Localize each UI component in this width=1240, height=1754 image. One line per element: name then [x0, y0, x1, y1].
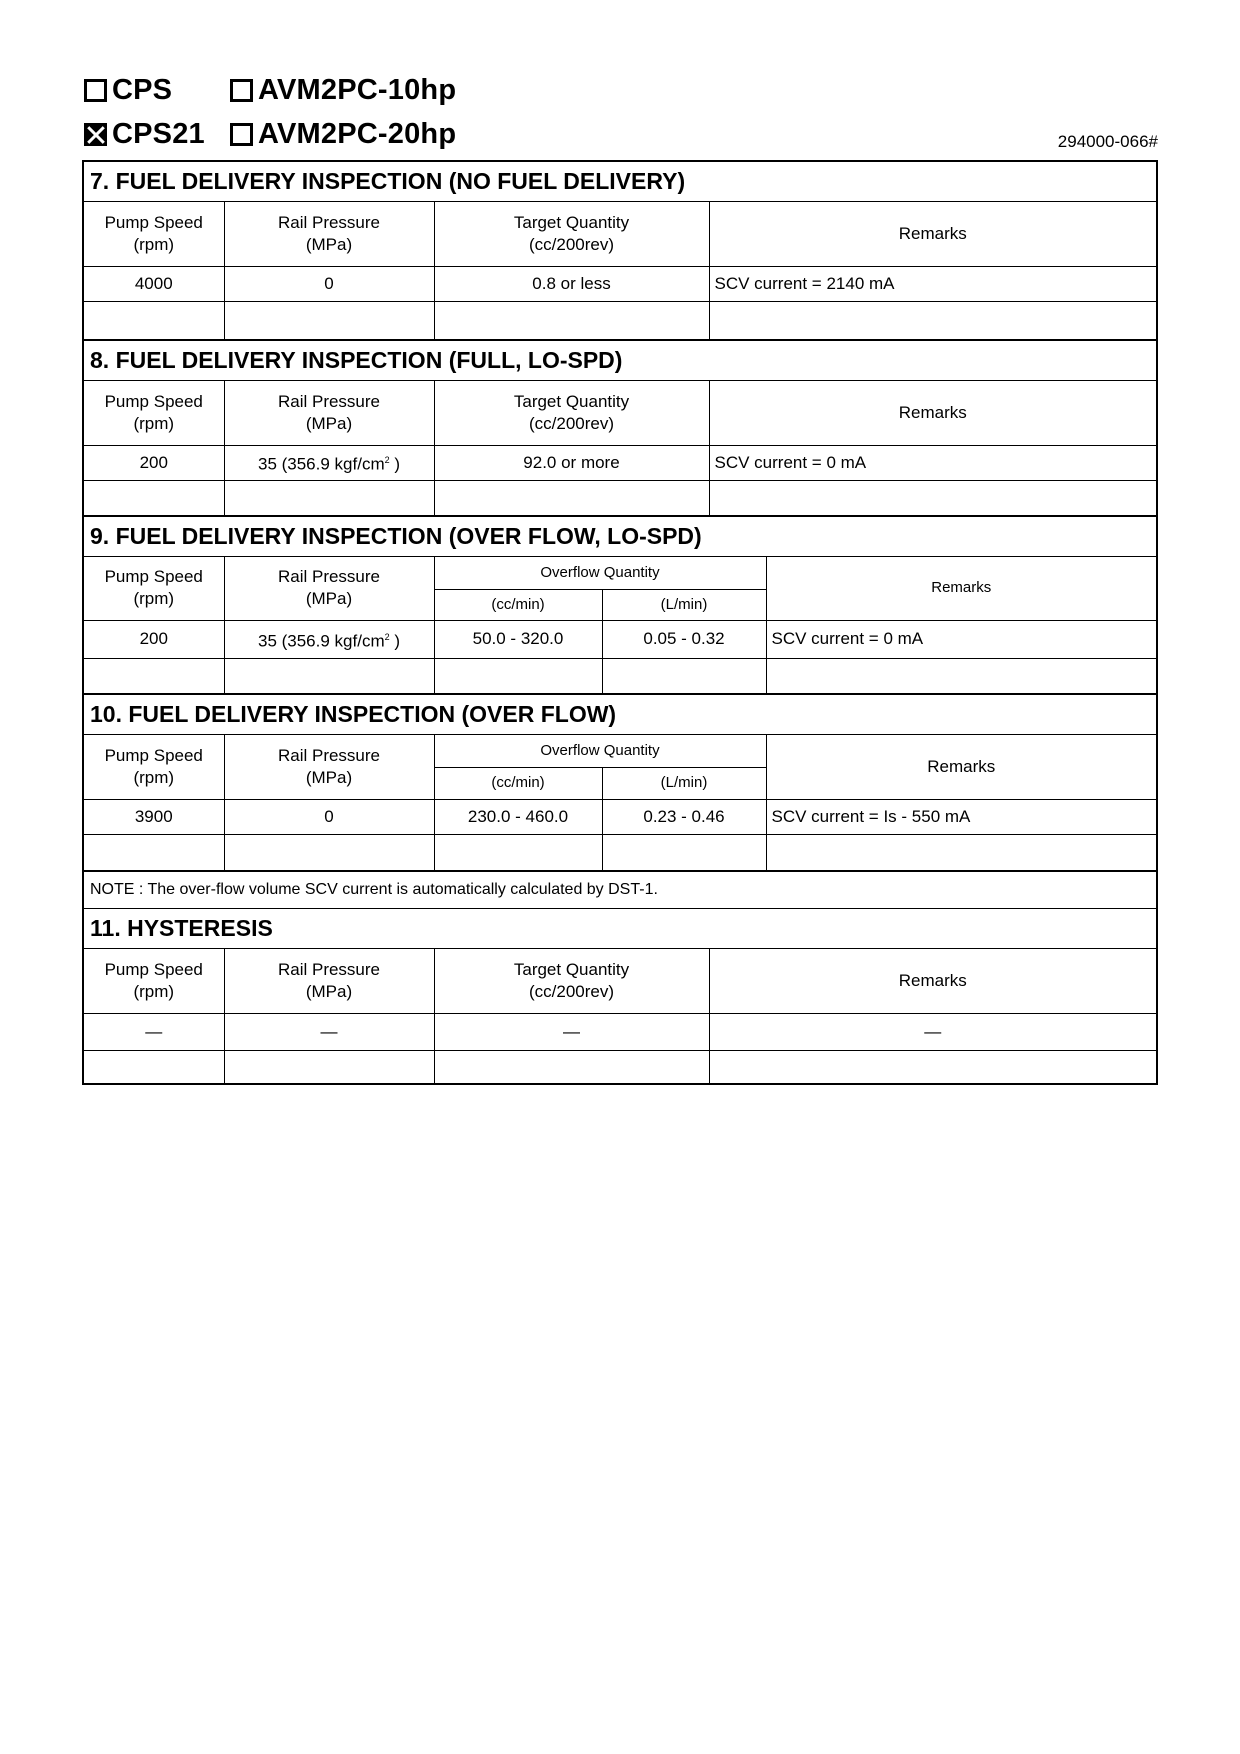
checkbox-icon[interactable] [230, 79, 253, 102]
document-number: 294000-066# [1057, 132, 1158, 151]
section-title: 8. FUEL DELIVERY INSPECTION (FULL, LO-SPD) [84, 341, 1156, 381]
table-header-row [84, 949, 1156, 1013]
header-pump-speed: Pump Speed (rpm) [84, 735, 224, 799]
inspection-table [84, 557, 1156, 693]
empty-cell[interactable] [766, 834, 1156, 870]
empty-cell[interactable] [434, 834, 602, 870]
table-row-empty [84, 480, 1156, 515]
header-rail-pressure: Rail Pressure (MPa) [224, 202, 434, 266]
header-l-min: (L/min) [602, 767, 766, 799]
empty-cell[interactable] [224, 301, 434, 339]
option-cps[interactable] [84, 74, 172, 107]
inspection-form [82, 160, 1158, 1085]
header-rail-pressure: Rail Pressure (MPa) [224, 735, 434, 799]
table-row [84, 266, 1156, 301]
cell-target-quantity: — [434, 1013, 709, 1050]
header-rail-pressure: Rail Pressure (MPa) [224, 557, 434, 620]
section-title: 7. FUEL DELIVERY INSPECTION (NO FUEL DELIVERY) [84, 162, 1156, 202]
inspection-table [84, 735, 1156, 870]
header-pump-speed: Pump Speed (rpm) [84, 381, 224, 445]
section-title: 11. HYSTERESIS [84, 909, 1156, 949]
section-over-flow-lo-spd [84, 517, 1156, 695]
table-row [84, 620, 1156, 658]
empty-cell[interactable] [84, 834, 224, 870]
empty-cell[interactable] [434, 301, 709, 339]
cell-rail-pressure: 35 (356.9 kgf/$cm^2$ ) [224, 445, 434, 480]
model-selection-header [84, 74, 1158, 158]
table-row-empty [84, 658, 1156, 693]
empty-cell[interactable] [224, 834, 434, 870]
cell-rail-pressure: — [224, 1013, 434, 1050]
table-row [84, 445, 1156, 480]
cell-rail-pressure: 0 [224, 799, 434, 834]
option-label: AVM2PC-10hp [258, 74, 457, 106]
header-pump-speed: Pump Speed (rpm) [84, 557, 224, 620]
empty-cell[interactable] [84, 1050, 224, 1083]
cell-remarks: SCV current = 0 mA [709, 445, 1156, 480]
table-header-row [84, 557, 1156, 589]
table-row-empty [84, 1050, 1156, 1083]
empty-cell[interactable] [709, 480, 1156, 515]
option-avm2pc-20hp[interactable] [230, 118, 456, 151]
empty-cell[interactable] [709, 301, 1156, 339]
option-label: AVM2PC-20hp [258, 118, 457, 150]
header-l-min: (L/min) [602, 589, 766, 620]
cell-l-min: 0.23 - 0.46 [602, 799, 766, 834]
empty-cell[interactable] [766, 658, 1156, 693]
header-rail-pressure: Rail Pressure (MPa) [224, 949, 434, 1013]
header-remarks: Remarks [709, 202, 1156, 266]
cell-remarks: — [709, 1013, 1156, 1050]
cell-cc-min: 50.0 - 320.0 [434, 620, 602, 658]
header-target-quantity: Target Quantity (cc/200rev) [434, 381, 709, 445]
table-header-row [84, 202, 1156, 266]
header-overflow-quantity: Overflow Quantity [434, 557, 766, 589]
cell-rail-pressure: 0 [224, 266, 434, 301]
option-label: CPS [112, 74, 173, 106]
option-cps21[interactable] [84, 118, 205, 151]
cell-pump-speed: — [84, 1013, 224, 1050]
cell-remarks: SCV current = 2140 mA [709, 266, 1156, 301]
note-text: NOTE : The over-flow volume SCV current is automatically calculated by DST-1. [84, 872, 1156, 909]
empty-cell[interactable] [434, 1050, 709, 1083]
cell-remarks: SCV current = 0 mA [766, 620, 1156, 658]
header-target-quantity: Target Quantity (cc/200rev) [434, 949, 709, 1013]
empty-cell[interactable] [602, 658, 766, 693]
checked-checkbox-icon[interactable] [84, 123, 107, 146]
header-cc-min: (cc/min) [434, 767, 602, 799]
cell-l-min: 0.05 - 0.32 [602, 620, 766, 658]
cell-pump-speed: 4000 [84, 266, 224, 301]
empty-cell[interactable] [602, 834, 766, 870]
empty-cell[interactable] [84, 658, 224, 693]
cell-pump-speed: 200 [84, 445, 224, 480]
section-no-fuel-delivery [84, 162, 1156, 341]
empty-cell[interactable] [224, 1050, 434, 1083]
empty-cell[interactable] [224, 480, 434, 515]
header-remarks: Remarks [766, 735, 1156, 799]
cell-rail-pressure: 35 (356.9 kgf/$cm^2$ ) [224, 620, 434, 658]
cell-cc-min: 230.0 - 460.0 [434, 799, 602, 834]
inspection-table [84, 381, 1156, 515]
table-row [84, 799, 1156, 834]
empty-cell[interactable] [224, 658, 434, 693]
cell-pump-speed: 200 [84, 620, 224, 658]
inspection-table [84, 949, 1156, 1083]
header-cc-min: (cc/min) [434, 589, 602, 620]
header-rail-pressure: Rail Pressure (MPa) [224, 381, 434, 445]
section-title: 10. FUEL DELIVERY INSPECTION (OVER FLOW) [84, 695, 1156, 735]
empty-cell[interactable] [709, 1050, 1156, 1083]
table-header-row [84, 735, 1156, 767]
option-avm2pc-10hp[interactable] [230, 74, 456, 107]
inspection-table [84, 202, 1156, 339]
header-pump-speed: Pump Speed (rpm) [84, 949, 224, 1013]
header-target-quantity: Target Quantity (cc/200rev) [434, 202, 709, 266]
section-title: 9. FUEL DELIVERY INSPECTION (OVER FLOW, LO-SPD) [84, 517, 1156, 557]
header-remarks: Remarks [766, 557, 1156, 620]
section-hysteresis [84, 872, 1156, 1083]
cell-target-quantity: 92.0 or more [434, 445, 709, 480]
table-row-empty [84, 834, 1156, 870]
header-remarks: Remarks [709, 381, 1156, 445]
header-overflow-quantity: Overflow Quantity [434, 735, 766, 767]
section-over-flow [84, 695, 1156, 872]
cell-target-quantity: 0.8 or less [434, 266, 709, 301]
table-row [84, 1013, 1156, 1050]
empty-cell[interactable] [84, 301, 224, 339]
checkbox-icon[interactable] [84, 79, 107, 102]
header-remarks: Remarks [709, 949, 1156, 1013]
checkbox-icon[interactable] [230, 123, 253, 146]
table-row-empty [84, 301, 1156, 339]
empty-cell[interactable] [434, 480, 709, 515]
empty-cell[interactable] [84, 480, 224, 515]
section-full-lo-spd [84, 341, 1156, 517]
empty-cell[interactable] [434, 658, 602, 693]
header-pump-speed: Pump Speed (rpm) [84, 202, 224, 266]
cell-pump-speed: 3900 [84, 799, 224, 834]
option-label: CPS21 [112, 118, 205, 150]
cell-remarks: SCV current = Is - 550 mA [766, 799, 1156, 834]
table-header-row [84, 381, 1156, 445]
